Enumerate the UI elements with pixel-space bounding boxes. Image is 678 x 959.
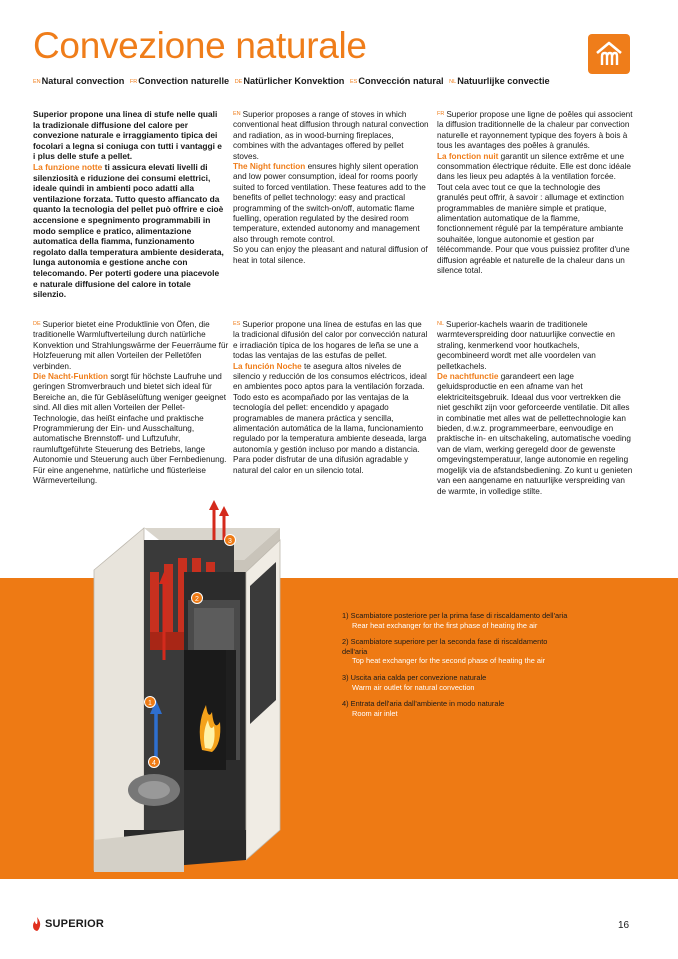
- french-text: $^{FR}$ Superior propose une ligne de poêles qui associent la diffusion traditionnelle de la chaleur par convection naturelle et rayonnement typique des foyers à bois à tous les avantages des poêles à granulés. La fonction nuit garantit un silence extrême et une consommation électrique réduite. Elle est donc idéale dans les lieux peu adaptés à la ventilation forcée. Tout cela avec tout ce que la technologie des granulés peut offrir, à savoir : allumage et extinction programmables de manière simple et pratique, alimentation automatique de la flamme, fonctionnement régulé par la température ambiante souhaitée, longue autonomie et gestion par télécommande. Pour que vous puissiez profiter d'une diffusion agréable et naturelle de la chaleur dans un silence total.: [437, 110, 633, 276]
- stove-illustration: [84, 500, 284, 878]
- callout-3: [225, 535, 236, 546]
- subtitle-fr: FRConvection naturelle: [129, 76, 230, 86]
- brand-logo: [32, 917, 104, 931]
- svg-text:3: 3: [228, 538, 232, 545]
- legend-item: 1) Scambiatore posteriore per la prima fase di riscaldamento dell'aria Rear heat exchanger for the first phase of heating the air: [342, 611, 568, 630]
- page-number: 16: [618, 920, 630, 931]
- subtitle-de: DENatürlicher Konvektion: [234, 76, 345, 86]
- callout-4: [149, 757, 160, 768]
- page-title: Convezione naturale: [33, 25, 367, 66]
- spanish-text: $^{ES}$ Superior propone una línea de estufas en las que la tradicional difusión del calor por convección natural e irradiación típica de los hogares de leña se une a todas las ventajas de las estufas de pellet. La función Noche te asegura altos niveles de silencio y reducción de los consumos eléctricos, ideal en ambientes poco aptos para la ventilación forzada. Todo esto es acompañado por las ventajas de la tecnología del pellet: encendido y apagado programables de manera práctica y sencilla, alimentación automática de la llama, funcionamiento regulado por la temperatura ambiente deseada, larga autonomía y gestión incluso por mando a distancia. Para poder disfrutar de una difusión agradable y natural del calor en un silencio total.: [233, 320, 428, 475]
- convection-logo: [588, 34, 630, 74]
- dutch-text: $^{NL}$ Superior-kachels waarin de traditionele warmteverspreiding door natuurlijke convectie en straling, kenmerkend voor houtkachels, gecombineerd wordt met alle voordelen van pelletkachels. De nachtfunctie garandeert een lage geluidsproductie en een afname van het elektriciteitsgebruik. Ideaal dus voor vertrekken die niet geschikt zijn voor geforceerde ventilatie. Dit alles in combinatie met alles wat de pellettechnologie kan bieden, d.w.z. programmeerbare, eenvoudige en praktische in- en uitschakeling, automatische voeding van de vlam, werking geregeld door de gewenste omgevingstemperatuur, lange autonomie en regeling mogelijk via de afstandsbediening. Zo kunt u genieten van een aangename en natuurlijke verspreiding van de warmte, in volledige stilte.: [437, 320, 633, 496]
- subtitle-es: ESConvección natural: [350, 76, 444, 86]
- subtitle-row: [33, 76, 633, 86]
- legend-item: 4) Entrata dell'aria dall'ambiente in modo naturale Room air inlet: [342, 699, 505, 718]
- legend-item: 3) Uscita aria calda per convezione naturale Warm air outlet for natural convection: [342, 672, 487, 692]
- house-icon: [593, 39, 625, 69]
- svg-text:1: 1: [148, 700, 152, 707]
- callout-1: [145, 697, 156, 708]
- callout-2: [192, 593, 203, 604]
- flame-icon: [32, 917, 42, 931]
- legend-item: 2) Scambiatore superiore per la seconda fase di riscaldamento dell'aria Top heat exchanger for the second phase of heating the air: [342, 637, 548, 666]
- brand-name: SUPERIOR: [45, 918, 105, 930]
- english-text: $^{EN}$ Superior proposes a range of stoves in which conventional heat diffusion through natural convection and radiation, as in wood-burning fireplaces, combines with the advantages offered by pellet stoves. The Night function ensures highly silent operation and low power consumption, ideal for rooms poorly suited to forced ventilation. These features add to the benefits of pellet technology: easy and practical programming of the switch-on/off, automatic flame fuelling, operation regulated by the desired room temperature, extended autonomy and management also through remote control. So you can enjoy the pleasant and natural diffusion of heat in total silence.: [233, 110, 429, 265]
- italian-text: Superior propone una linea di stufe nelle quali la tradizionale diffusione del calore per convezione naturale e irraggiamento tipica dei focolari a legna si coniuga con tutti i vantaggi e i plus delle stufe a pellet. La funzione notte ti assicura elevati livelli di silenziosità e riduzione dei consumi elettrici, ideale quindi in ambienti poco adatti alla ventilazione forzata. Tutto questo affiancato da quanto la tecnologia del pellet può offrire e cioè accensione e spegnimento programmabili in modo semplice e pratico, alimentazione automatica della fiamma, funzionamento regolato dalla temperatura ambiente desiderata, lunga autonomia e gestione anche con telecomando. Per poterti godere una piacevole e naturale diffusione del calore in totale silenzio.: [33, 109, 224, 300]
- subtitle-en: ENNatural convection: [33, 76, 125, 86]
- stove-legend: [342, 611, 572, 725]
- subtitle-nl: NLNatuurlijke convectie: [449, 76, 550, 86]
- svg-text:2: 2: [195, 596, 199, 603]
- svg-text:4: 4: [152, 760, 156, 767]
- german-text: $^{DE}$ Superior bietet eine Produktlinie von Öfen, die traditionelle Warmluftverteilung durch natürliche Konvektion und Strahlungswärme der Feuerräume für Holzfeuerung mit allen Vorteilen der Pelletöfen verbinden. Die Nacht-Funktion sorgt für höchste Laufruhe und geringen Stromverbrauch und bietet sich ideal für Bereiche an, die für Gebläselüftung weniger geeignet sind. All dies mit allen Vorteilen der Pellet-Technologie, das heißt einfache und praktische Programmierung der Ein- und Ausschaltung, automatische Brennstoff- und Luftzufuhr, raumluftgeführte Steuerung des Betriebs, lange Autonomie und Steuerung auch über Fernbedienung. Für eine angenehme, natürliche und flüsterleise Wärmeverteilung.: [33, 320, 229, 486]
